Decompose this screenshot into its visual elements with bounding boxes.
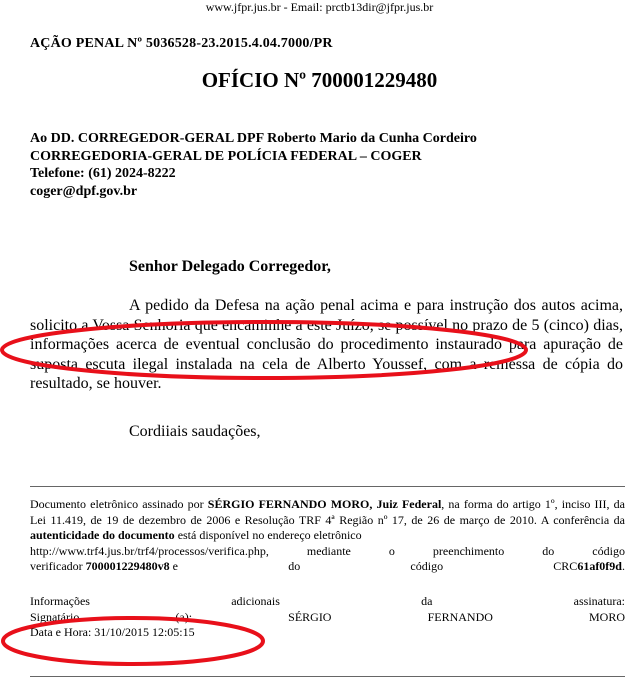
signature-info-block — [30, 594, 625, 641]
bottom-divider — [30, 676, 625, 677]
crc-code: 61af0f9d — [577, 559, 622, 573]
signature-divider — [30, 486, 625, 487]
signer-word: FERNANDO — [427, 609, 493, 624]
signer-word: SÉRGIO — [288, 609, 332, 624]
header-contact-line: www.jfpr.jus.br - Email: prctb13dir@jfpr.jus.br — [205, 0, 434, 14]
addressee-email[interactable]: coger@dpf.gov.br — [30, 183, 138, 199]
oficio-title: OFÍCIO Nº 700001229480 — [201, 68, 438, 92]
addressee-block — [30, 130, 477, 200]
letter-body: A pedido da Defesa na ação penal acima e para instrução dos autos acima, solicito a Vossa Senhoria que encaminhe a este Juízo, se possível no prazo de 5 (cinco) dias, informações acerca de eventual conclusão do procedimento instaurado para apuração de suposta escuta ilegal instalada na cela de Alberto Youssef, com a remessa de cópia do resultado, se houver. — [30, 297, 623, 392]
addressee-department: CORREGEDORIA-GERAL DE POLÍCIA FEDERAL – COGER — [30, 148, 422, 164]
info-word: assinatura: — [573, 594, 625, 608]
signer-name: SÉRGIO FERNANDO MORO, Juiz Federal — [207, 497, 442, 511]
url-line-word: código — [592, 543, 625, 558]
url-line-word: preenchimento — [432, 543, 505, 558]
signer-word: (a): — [175, 609, 193, 624]
electronic-signature-block — [30, 497, 625, 575]
signer-line — [30, 610, 625, 626]
crc-label: CRC — [553, 559, 578, 573]
verifier-code: 700001229480v8 — [85, 559, 170, 573]
url-line-word: mediante — [306, 543, 351, 558]
signature-availability-text: está disponível no endereço eletrônico — [174, 528, 362, 542]
verifier-line-word: código — [410, 559, 444, 573]
verification-url[interactable]: http://www.trf4.jus.br/trf4/processos/verifica.php, — [30, 543, 269, 558]
info-word: da — [421, 594, 433, 608]
verifier-label: verificador — [30, 559, 83, 573]
letter-greeting: Senhor Delegado Corregedor, — [129, 258, 331, 275]
verifier-line-word: e — [172, 559, 178, 573]
verifier-line-word: do — [288, 559, 301, 573]
info-word: adicionais — [231, 594, 280, 608]
addressee-name: Ao DD. CORREGEDOR-GERAL DPF Roberto Mario da Cunha Cordeiro — [30, 131, 477, 146]
signature-prefix: Documento eletrônico assinado por — [30, 497, 208, 511]
verification-url-line — [30, 544, 625, 560]
verifier-code-line — [30, 559, 625, 575]
addressee-phone: Telefone: (61) 2024-8222 — [30, 166, 176, 181]
signature-datetime: Data e Hora: 31/10/2015 12:05:15 — [30, 625, 195, 639]
process-number-title: AÇÃO PENAL Nº 5036528-23.2015.4.04.7000/PR — [30, 36, 333, 51]
authenticity-label: autenticidade do documento — [30, 528, 175, 542]
signer-word: MORO — [588, 609, 625, 624]
url-line-word: do — [542, 543, 555, 558]
url-line-word: o — [388, 543, 395, 558]
signature-legal-text: , na forma do artigo 1º, inciso III, da Lei 11.419, de 19 de dezembro de 2006 e Resolução TRF 4ª Região nº 17, de 26 de março de 2010. A conferência da — [30, 497, 625, 527]
info-word: Informações — [30, 594, 90, 608]
crc-period: . — [621, 559, 625, 573]
signer-word: Signatário — [30, 609, 80, 624]
letter-closing: Cordiiais saudações, — [129, 423, 261, 440]
info-header-line — [30, 594, 625, 610]
